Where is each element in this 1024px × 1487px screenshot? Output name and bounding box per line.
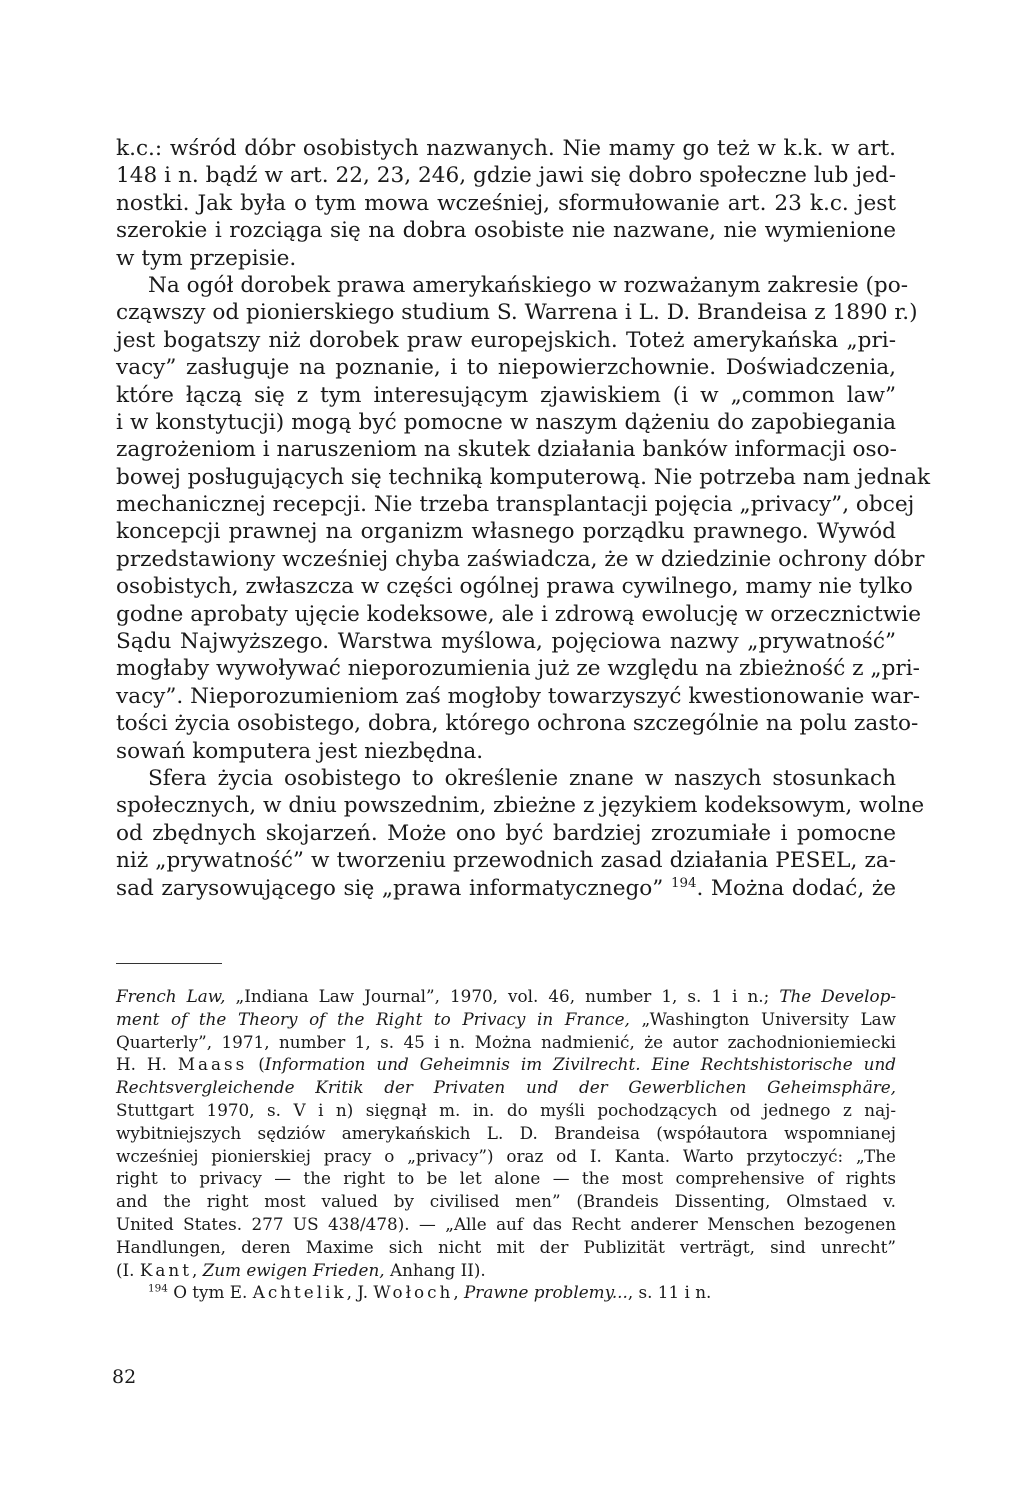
footnote-line [116,1076,896,1099]
footnote-line [116,1008,896,1031]
footnote-line [116,1053,896,1076]
text-line: mogłaby wywoływać nieporozumienia już ze względu na zbieżność z „pri- [116,656,920,682]
text-line: szerokie i rozciąga się na dobra osobiste nie nazwane, nie wymienione [116,218,896,244]
footnote-line: Handlungen, deren Maxime sich nicht mit der Publizität verträgt, sind unrecht” [116,1236,896,1257]
author-name: Maass [177,1054,248,1075]
text-line: Sfera życia osobistego to określenie znane w naszych stosunkach [148,765,896,791]
footnote-text: O tym E. [167,1282,253,1303]
text-line: nostki. Jak była o tym mowa wcześniej, sformułowanie art. 23 k.c. jest [116,190,896,216]
footnote-line: Stuttgart 1970, s. V i n) sięgnął m. in. do myśli pochodzących od jednego z naj- [116,1099,896,1120]
footnote-italic: The Develop- [779,986,896,1006]
footnotes [116,985,896,1304]
text-line: k.c.: wśród dóbr osobistych nazwanych. Nie mamy go też w k.k. w art. [116,136,896,161]
text-segment: . Można dodać, że [696,875,896,901]
text-line: Sądu Najwyższego. Warstwa myślowa, pojęciowa nazwy „prywatność” [116,629,896,655]
page-number: 82 [112,1366,137,1388]
footnote-line: wybitniejszych sędziów amerykańskich L. D. Brandeisa (współautora wspomnianej [116,1122,896,1143]
text-line: 148 i n. bądź w art. 22, 23, 246, gdzie jawi się dobro społeczne lub jed- [116,163,896,189]
footnote-line [116,985,896,1008]
footnote-text: „Indiana Law Journal”, 1970, vol. 46, number 1, s. 1 i n.; [225,986,780,1006]
text-line: przedstawiony wcześniej chyba zaświadcza, że w dziedzinie ochrony dóbr [116,546,925,572]
footnote-line: United States. 277 US 438/478). — „Alle auf das Recht anderer Menschen bezogenen [116,1213,896,1234]
footnote-italic: Rechtsvergleichende Kritik der Privaten und der Gewerblichen Geheimsphäre, [116,1077,896,1098]
text-line: godne aprobaty ujęcie kodeksowe, ale i zdrową ewolucję w orzecznictwie [116,601,922,627]
text-line: vacy”. Nieporozumieniom zaś mogłoby towarzyszyć kwestionowanie war- [116,683,921,709]
text-line: społecznych, w dniu powszednim, zbieżne z językiem kodeksowym, wolne [116,793,925,819]
footnote-line: Quarterly”, 1971, number 1, s. 45 i n. Można nadmienić, że autor zachodnioniemiecki [116,1031,896,1052]
footnote-separator [116,963,222,964]
main-text [116,135,931,902]
footnote-text: „Washington University Law [629,1008,896,1029]
footnote-text: ( [247,1054,265,1075]
footnote-194 [116,1281,896,1304]
text-line: mechanicznej recepcji. Nie trzeba transplantacji pojęcia „privacy”, obcej [116,492,915,518]
text-line: bowej posługujących się techniką komputerową. Nie potrzeba nam jednak [116,464,931,490]
text-line: koncepcji prawnej na organizm własnego porządku prawnego. Wywód [116,519,896,545]
text-line: cząwszy od pionierskiego studium S. Warrena i L. D. Brandeisa z 1890 r.) [116,300,918,326]
text-line: zagrożeniom i naruszeniom na skutek działania banków informacji oso- [116,437,897,463]
footnote-line: right to privacy — the right to be let alone — the most comprehensive of rights [116,1168,896,1189]
footnote-italic: Information und Geheimnis im Zivilrecht. Eine Rechtshistorische und [264,1054,896,1075]
text-line: osobistych, zwłaszcza w części ogólnej prawa cywilnego, mamy nie tylko [116,574,913,600]
author-name: Achtelik [252,1282,347,1303]
footnote-text: , J. [346,1282,374,1303]
text-line: w tym przepisie. [116,245,297,271]
footnote-italic: Zum ewigen Frieden, [202,1259,385,1280]
text-line: od zbędnych skojarzeń. Może ono być bardziej zrozumiałe i pomocne [116,820,896,846]
footnote-line: wcześniej pionierskiej pracy o „privacy”) oraz od I. Kanta. Warto przytoczyć: „The [116,1145,896,1166]
footnote-number: 194 [148,1282,168,1295]
text-segment: sad zarysowującego się „prawa informatycznego” [116,875,664,901]
footnote-ref-194: 194 [670,875,697,891]
footnote-italic: Prawne problemy... [464,1282,628,1303]
footnote-line: and the right most valued by civilised men” (Brandeis Dissenting, Olmstaed v. [116,1191,896,1212]
footnote-text: , [191,1259,203,1280]
footnote-line [116,1259,896,1282]
footnote-text: , s. 11 i n. [627,1282,712,1303]
text-line: tości życia osobistego, dobra, którego ochrona szczególnie na polu zasto- [116,711,919,737]
text-line: i w konstytucji) mogą być pomocne w naszym dążeniu do zapobiegania [116,409,896,435]
footnote-text: , [453,1282,465,1303]
text-line: które łączą się z tym interesującym zjawiskiem (i w „common law” [116,382,896,408]
footnote-italic: French Law, [116,986,226,1006]
footnote-text: (I. [116,1259,140,1280]
footnote-text: Anhang II). [384,1259,486,1280]
author-name: Kant [139,1259,192,1280]
text-line: niż „prywatność” w tworzeniu przewodnich zasad działania PESEL, za- [116,848,896,874]
text-line: vacy” zasługuje na poznanie, i to niepowierzchownie. Doświadczenia, [116,355,896,381]
footnote-italic: ment of the Theory of the Right to Privacy in France, [116,1008,630,1029]
footnote-text: H. H. [116,1054,178,1075]
text-line: sowań komputera jest niezbędna. [116,738,484,764]
text-line: Na ogół dorobek prawa amerykańskiego w rozważanym zakresie (po- [148,272,909,298]
text-line [116,875,896,902]
author-name: Wołoch [373,1282,454,1303]
text-line: jest bogatszy niż dorobek praw europejskich. Toteż amerykańska „pri- [116,327,896,353]
